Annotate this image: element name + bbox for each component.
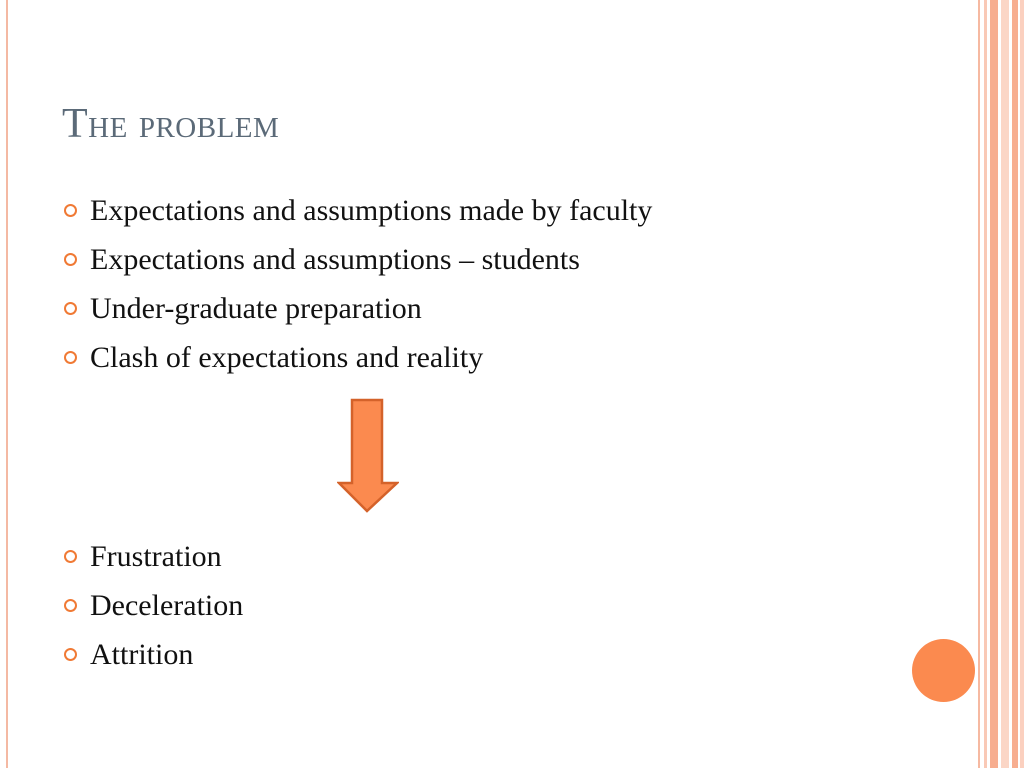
bullet-text: Under-graduate preparation: [90, 291, 422, 325]
bullet-item: [64, 333, 652, 382]
bullet-item: [64, 581, 243, 630]
bullet-list-bottom: [64, 532, 243, 679]
bullet-item: [64, 186, 652, 235]
bullet-item: [64, 630, 243, 679]
bullet-text: Deceleration: [90, 588, 244, 622]
right-decorative-stripes: [978, 0, 1024, 768]
circle-decoration: [912, 639, 975, 702]
stripe: [1020, 0, 1024, 768]
left-border-line: [6, 0, 8, 768]
stripe: [978, 0, 980, 768]
bullet-item: [64, 284, 652, 333]
stripe: [1001, 0, 1009, 768]
ring-bullet-icon: [64, 648, 77, 661]
ring-bullet-icon: [64, 550, 77, 563]
stripe: [984, 0, 987, 768]
bullet-text: Expectations and assumptions – students: [90, 242, 580, 276]
bullet-text: Expectations and assumptions made by faculty: [90, 193, 653, 227]
stripe: [990, 0, 998, 768]
down-arrow-icon: [337, 398, 399, 514]
bullet-text: Frustration: [90, 539, 222, 573]
bullet-text: Attrition: [90, 637, 194, 671]
slide-title: The problem: [62, 101, 280, 147]
bullet-text: Clash of expectations and reality: [90, 340, 484, 374]
ring-bullet-icon: [64, 204, 77, 217]
ring-bullet-icon: [64, 253, 77, 266]
stripe: [1012, 0, 1018, 768]
ring-bullet-icon: [64, 599, 77, 612]
ring-bullet-icon: [64, 302, 77, 315]
bullet-list-top: [64, 186, 652, 382]
bullet-item: [64, 235, 652, 284]
ring-bullet-icon: [64, 351, 77, 364]
bullet-item: [64, 532, 243, 581]
